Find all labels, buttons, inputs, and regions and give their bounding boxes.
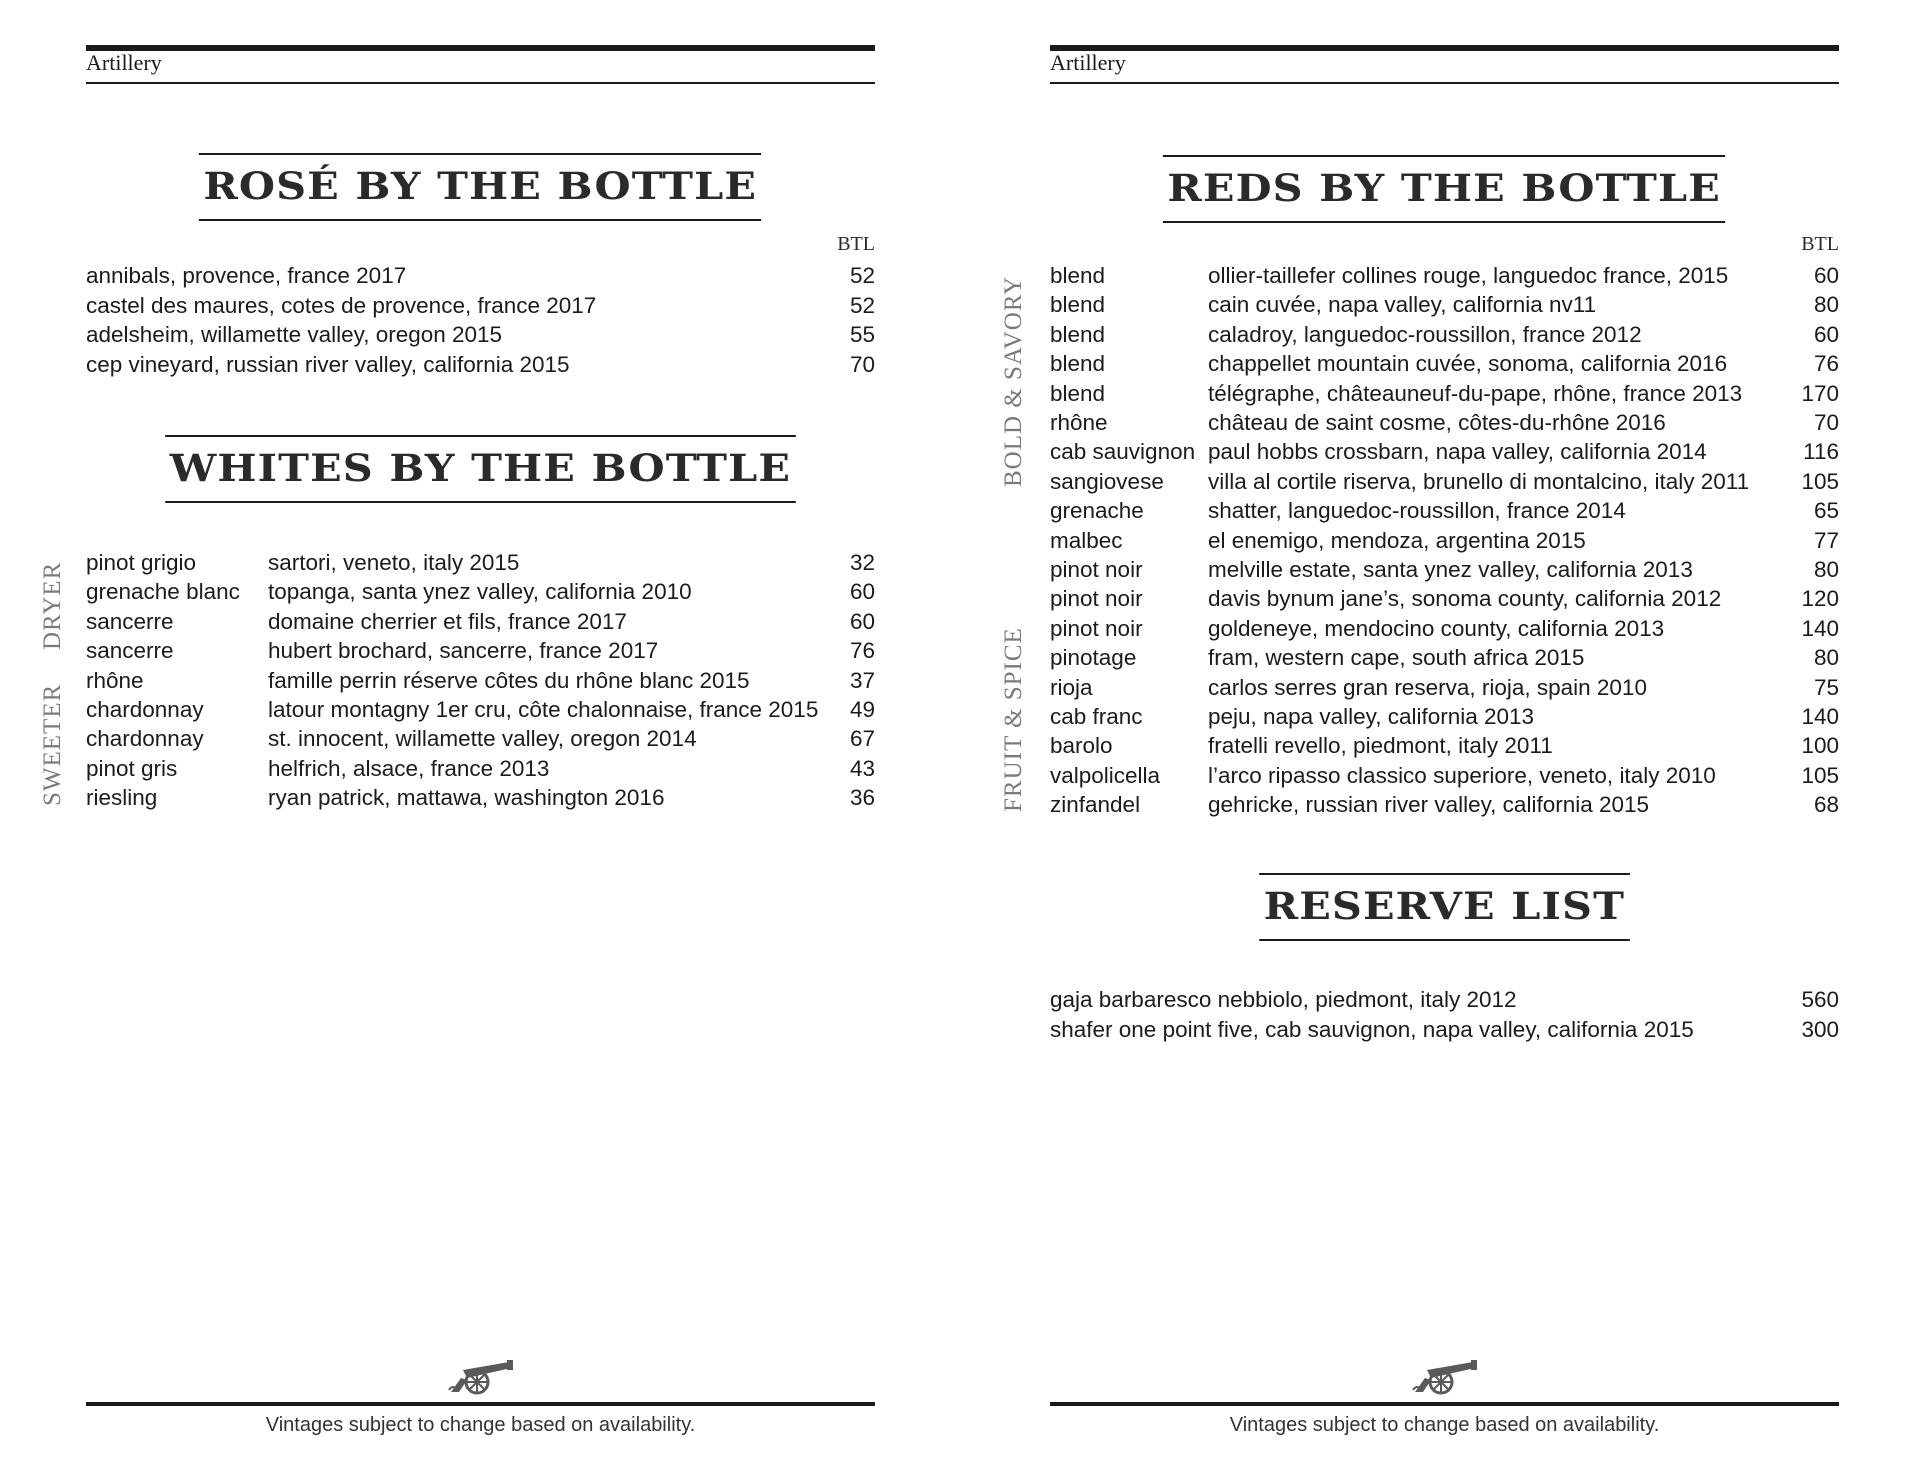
wine-grape: cab franc: [1050, 704, 1143, 729]
wine-price: 77: [1813, 527, 1839, 553]
wine-description: st. innocent, willamette valley, oregon 2014: [268, 726, 697, 752]
wine-grape: blend: [1050, 292, 1106, 318]
btl-column-label: BTL: [1801, 233, 1839, 255]
wine-description: cain cuvée, napa valley, california nv11: [1208, 292, 1597, 318]
header-rule-thick: [1050, 45, 1839, 51]
wine-price: 80: [1813, 292, 1839, 318]
wine-grape: rhône: [1050, 410, 1108, 435]
wine-grape: sancerre: [86, 608, 174, 634]
wine-description: carlos serres gran reserva, rioja, spain 2010: [1208, 674, 1647, 700]
footer-rule: [86, 1402, 875, 1406]
wine-price: 140: [1801, 704, 1839, 729]
wine-description: gehricke, russian river valley, california 2015: [1208, 792, 1650, 818]
wine-row: [86, 695, 875, 724]
wine-grape: malbec: [1050, 527, 1123, 553]
reds-section-title: REDS BY THE BOTTLE: [1163, 155, 1726, 223]
side-label-sweeter: SWEETER: [39, 683, 66, 806]
wine-price: 170: [1801, 380, 1839, 406]
left-menu-page: [39, 0, 875, 1484]
wine-description: latour montagny 1er cru, côte chalonnaise, france 2015: [268, 697, 819, 722]
wine-row: [1050, 320, 1839, 349]
rose-section-title: ROSÉ BY THE BOTTLE: [199, 153, 762, 221]
wine-row: [86, 636, 875, 665]
wine-grape: pinot noir: [1050, 615, 1143, 641]
wine-price: 140: [1801, 615, 1839, 641]
wine-description: davis bynum jane’s, sonoma county, california 2012: [1208, 586, 1722, 612]
wine-price: 68: [1813, 792, 1839, 818]
wine-price: 49: [849, 697, 875, 722]
side-label-fruit-spice: FRUIT & SPICE: [1000, 627, 1027, 812]
wine-description: fratelli revello, piedmont, italy 2011: [1208, 733, 1553, 759]
wine-price: 60: [849, 579, 875, 605]
wine-row: [1050, 379, 1839, 408]
wine-row: [86, 783, 875, 812]
wine-description: helfrich, alsace, france 2013: [268, 755, 550, 781]
wine-price: 70: [849, 351, 875, 377]
wine-description: télégraphe, châteauneuf-du-pape, rhône, france 2013: [1208, 380, 1743, 406]
wine-grape: zinfandel: [1050, 792, 1141, 818]
wine-price: 52: [849, 292, 875, 318]
wine-grape: rioja: [1050, 674, 1093, 700]
wine-price: 43: [849, 755, 875, 781]
wine-grape: valpolicella: [1050, 762, 1161, 788]
wine-row: [86, 577, 875, 606]
wine-row: [1050, 985, 1839, 1014]
wine-grape: pinotage: [1050, 645, 1137, 671]
footer-note: Vintages subject to change based on availability.: [265, 1414, 696, 1436]
reds-section-heading: [1050, 155, 1839, 225]
wine-grape: pinot grigio: [86, 550, 197, 575]
wine-price: 105: [1801, 468, 1839, 494]
header-rule: [86, 82, 875, 84]
reserve-section-heading: [1050, 873, 1839, 943]
wine-row: [1050, 731, 1839, 760]
wine-row: [86, 320, 875, 349]
wine-description: castel des maures, cotes de provence, france 2017: [86, 292, 597, 318]
wine-grape: blend: [1050, 380, 1106, 406]
wine-description: annibals, provence, france 2017: [86, 263, 407, 288]
wine-description: domaine cherrier et fils, france 2017: [268, 608, 627, 634]
wine-row: [1050, 790, 1839, 819]
wine-grape: rhône: [86, 667, 144, 693]
wine-row: [86, 607, 875, 636]
header-rule: [1050, 82, 1839, 84]
wine-price: 105: [1801, 762, 1839, 788]
wine-price: 60: [1813, 321, 1839, 347]
wine-description: l’arco ripasso classico superiore, veneto, italy 2010: [1208, 762, 1716, 788]
wine-grape: sancerre: [86, 638, 174, 664]
wine-row: [1050, 1015, 1839, 1044]
wine-description: goldeneye, mendocino county, california 2013: [1208, 615, 1665, 641]
wine-description: topanga, santa ynez valley, california 2010: [268, 579, 692, 605]
wine-description: villa al cortile riserva, brunello di montalcino, italy 2011: [1208, 468, 1750, 494]
wine-price: 120: [1801, 586, 1839, 612]
right-menu-page: [1000, 0, 1839, 1484]
wine-grape: pinot noir: [1050, 586, 1143, 612]
cannon-icon: [1411, 1356, 1479, 1396]
footer-note: Vintages subject to change based on availability.: [1229, 1414, 1660, 1436]
wine-row: [1050, 349, 1839, 378]
wine-price: 300: [1801, 1016, 1839, 1042]
wine-price: 560: [1801, 987, 1839, 1012]
wine-price: 80: [1813, 557, 1839, 582]
wine-description: château de saint cosme, côtes-du-rhône 2016: [1208, 410, 1666, 435]
wine-description: fram, western cape, south africa 2015: [1208, 645, 1585, 671]
wine-row: [1050, 496, 1839, 525]
wine-row: [1050, 526, 1839, 555]
btl-column-label: BTL: [837, 233, 875, 255]
wine-description: cep vineyard, russian river valley, california 2015: [86, 351, 570, 377]
header-title: Artillery: [1050, 50, 1126, 75]
wine-price: 76: [1813, 351, 1839, 377]
wine-price: 60: [1813, 263, 1839, 288]
whites-section-heading: [86, 435, 875, 505]
wine-grape: grenache blanc: [86, 579, 240, 605]
cannon-icon: [447, 1356, 515, 1396]
header-rule-thick: [86, 45, 875, 51]
wine-price: 32: [849, 550, 875, 575]
wine-row: [1050, 467, 1839, 496]
wine-price: 100: [1801, 733, 1839, 759]
wine-row: [1050, 437, 1839, 466]
wine-row: [1050, 643, 1839, 672]
wine-grape: barolo: [1050, 733, 1113, 759]
wine-row: [86, 548, 875, 577]
wine-grape: blend: [1050, 351, 1106, 377]
wine-grape: chardonnay: [86, 726, 204, 752]
wine-description: chappellet mountain cuvée, sonoma, california 2016: [1208, 351, 1728, 377]
wine-row: [86, 350, 875, 379]
wine-price: 65: [1813, 498, 1839, 524]
wine-row: [1050, 261, 1839, 290]
footer-rule: [1050, 1402, 1839, 1406]
wine-price: 55: [849, 322, 875, 347]
wine-description: ollier-taillefer collines rouge, languedoc france, 2015: [1208, 263, 1729, 288]
wine-price: 52: [849, 263, 875, 288]
side-label-dryer: DRYER: [39, 561, 66, 650]
wine-price: 116: [1803, 439, 1839, 465]
wine-description: adelsheim, willamette valley, oregon 2015: [86, 322, 503, 347]
wine-row: [1050, 290, 1839, 319]
wine-row: [1050, 761, 1839, 790]
wine-grape: cab sauvignon: [1050, 439, 1196, 465]
wine-description: peju, napa valley, california 2013: [1208, 704, 1535, 729]
wine-description: paul hobbs crossbarn, napa valley, california 2014: [1208, 439, 1707, 465]
wine-price: 37: [849, 667, 875, 693]
wine-row: [1050, 555, 1839, 584]
side-label-bold-savory: BOLD & SAVORY: [1000, 275, 1027, 487]
wine-grape: chardonnay: [86, 697, 204, 722]
wine-description: gaja barbaresco nebbiolo, piedmont, italy 2012: [1050, 987, 1517, 1012]
wine-price: 75: [1813, 674, 1839, 700]
reserve-section-title: RESERVE LIST: [1259, 873, 1629, 941]
wine-row: [86, 666, 875, 695]
rose-section-heading: [86, 153, 875, 223]
wine-description: ryan patrick, mattawa, washington 2016: [268, 785, 665, 811]
wine-price: 80: [1813, 645, 1839, 671]
wine-price: 60: [849, 608, 875, 634]
wine-row: [1050, 702, 1839, 731]
wine-description: sartori, veneto, italy 2015: [268, 550, 520, 575]
wine-row: [86, 291, 875, 320]
wine-description: shatter, languedoc-roussillon, france 2014: [1208, 498, 1626, 524]
wine-row: [86, 754, 875, 783]
wine-grape: grenache: [1050, 498, 1144, 524]
wine-price: 70: [1813, 410, 1839, 435]
wine-grape: pinot noir: [1050, 557, 1143, 582]
wine-price: 67: [849, 726, 875, 752]
wine-description: hubert brochard, sancerre, france 2017: [268, 638, 659, 664]
wine-description: caladroy, languedoc-roussillon, france 2012: [1208, 321, 1642, 347]
wine-row: [1050, 673, 1839, 702]
wine-grape: sangiovese: [1050, 468, 1164, 494]
wine-description: melville estate, santa ynez valley, california 2013: [1208, 557, 1693, 582]
wine-row: [1050, 584, 1839, 613]
header-title: Artillery: [86, 50, 162, 75]
wine-row: [86, 724, 875, 753]
wine-grape: blend: [1050, 321, 1106, 347]
wine-row: [86, 261, 875, 290]
whites-section-title: WHITES BY THE BOTTLE: [165, 435, 795, 503]
wine-grape: riesling: [86, 785, 158, 811]
wine-row: [1050, 408, 1839, 437]
wine-description: el enemigo, mendoza, argentina 2015: [1208, 527, 1586, 553]
wine-row: [1050, 614, 1839, 643]
wine-description: shafer one point five, cab sauvignon, napa valley, california 2015: [1050, 1016, 1694, 1042]
wine-price: 76: [849, 638, 875, 664]
wine-grape: pinot gris: [86, 755, 178, 781]
wine-grape: blend: [1050, 263, 1106, 288]
wine-description: famille perrin réserve côtes du rhône blanc 2015: [268, 667, 750, 693]
wine-price: 36: [849, 785, 875, 811]
